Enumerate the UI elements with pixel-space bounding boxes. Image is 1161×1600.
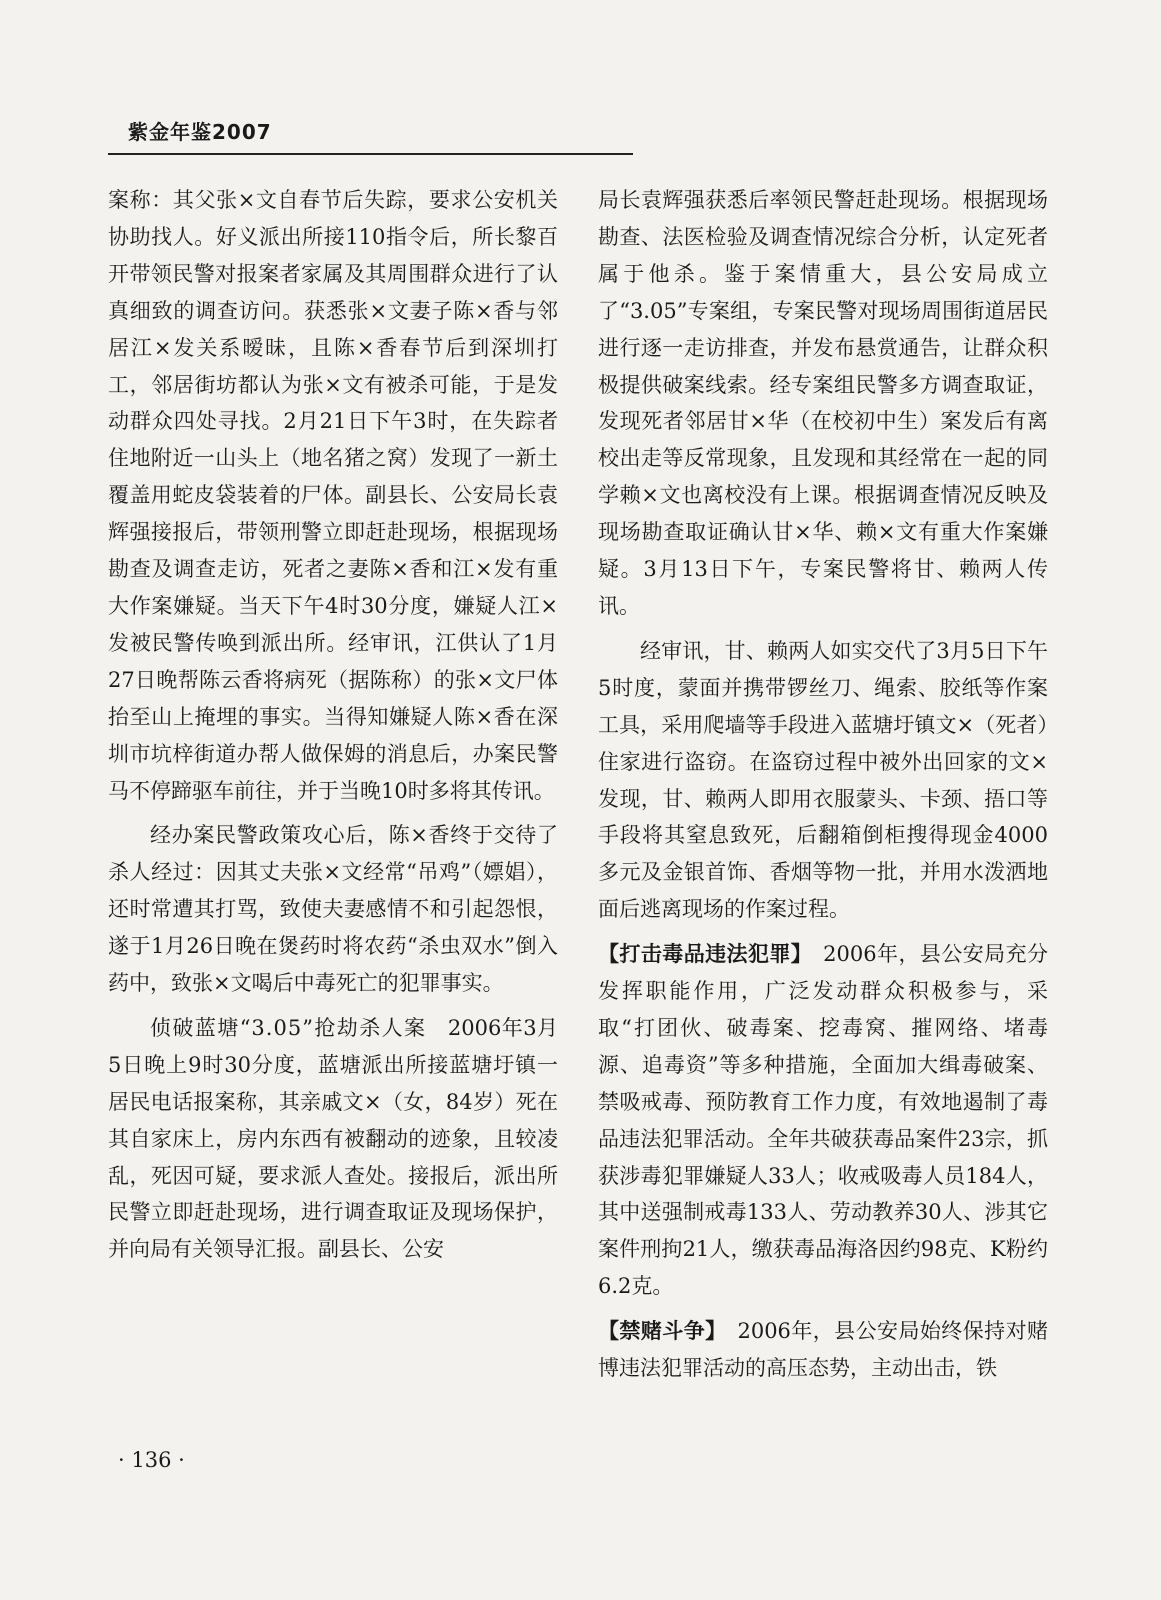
section-body-anti-drug: 2006年，县公安局充分发挥职能作用，广泛发动群众积极参与，采取“打团伙、破毒案、挖毒窝、摧网络、堵毒源、追毒资”等多种措施，全面加大缉毒破案、禁吸戒毒、预防教育工作力度，有效地遏制了毒品违法犯罪活动。全年共破获毒品案件23宗，抓获涉毒犯罪嫌疑人33人；收戒吸毒人员184人，其中送强制戒毒133人、劳动教养30人、涉其它案件刑拘21人，缴获毒品海洛因约98克、K粉约6.2克。: [598, 942, 1048, 1299]
section-heading-anti-gambling: 【禁赌斗争】: [598, 1319, 717, 1344]
section-anti-gambling: [598, 1313, 1048, 1387]
page-number: · 136 ·: [118, 1448, 185, 1472]
case-title: 侦破蓝塘“3.05”抢劫杀人案: [150, 1015, 427, 1040]
section-body-anti-gambling: 2006年，县公安局始终保持对赌博违法犯罪活动的高压态势，主动出击，铁: [598, 1319, 1048, 1381]
paragraph-interrogation: 经审讯，甘、赖两人如实交代了3月5日下午5时度，蒙面并携带锣丝刀、绳索、胶纸等作案工具，采用爬墙等手段进入蓝塘圩镇文×（死者）住家进行盗窃。在盗窃过程中被外出回家的文×发现，甘、赖两人即用衣服蒙头、卡颈、捂口等手段将其窒息致死，后翻箱倒柜搜得现金4000多元及金银首饰、香烟等物一批，并用水泼洒地面后逃离现场的作案过程。: [598, 638, 1048, 922]
section-anti-drug: [598, 936, 1048, 1305]
running-head-title: 紫金年鉴2007: [128, 120, 272, 144]
paragraph-confession: 经办案民警政策攻心后，陈×香终于交待了杀人经过：因其丈夫张×文经常“吊鸡”（嫖娼），还时常遭其打骂，致使夫妻感情不和引起怨恨，遂于1月26日晚在煲药时将农药“杀虫双水”倒入药中，致张×文喝后中毒死亡的犯罪事实。: [108, 823, 558, 996]
paragraph-case-continued: 案称：其父张×文自春节后失踪，要求公安机关协助找人。好义派出所接110指令后，所长黎百开带领民警对报案者家属及其周围群众进行了认真细致的调查访问。获悉张×文妻子陈×香与邻居江×发关系暧昧，且陈×香春节后到深圳打工，邻居街坊都认为张×文有被杀可能，于是发动群众四处寻找。2月21日下午3时，在失踪者住地附近一山头上（地名猪之窝）发现了一新土覆盖用蛇皮袋装着的尸体。副县长、公安局长袁辉强接报后，带领刑警立即赶赴现场，根据现场勘查及调查走访，死者之妻陈×香和江×发有重大作案嫌疑。当天下午4时30分度，嫌疑人江×发被民警传唤到派出所。经审讯，江供认了1月27日晚帮陈云香将病死（据陈称）的张×文尸体抬至山上掩埋的事实。当得知嫌疑人陈×香在深圳市坑梓街道办帮人做保姆的消息后，办案民警马不停蹄驱车前往，并于当晚10时多将其传讯。: [108, 188, 558, 803]
right-column: [598, 182, 1048, 1395]
section-heading-anti-drug: 【打击毒品违法犯罪】: [598, 942, 802, 967]
case-body: 2006年3月5日晚上9时30分度，蓝塘派出所接蓝塘圩镇一居民电话报案称，其亲戚文×（女，84岁）死在其自家床上，房内东西有被翻动的迹象，且较凌乱，死因可疑，要求派人查处。接报后，派出所民警立即赶赴现场，进行调查取证及现场保护，并向局有关领导汇报。副县长、公安: [108, 1015, 558, 1262]
paragraph-lantang-case: [108, 1010, 558, 1268]
paragraph-investigation: 局长袁辉强获悉后率领民警赶赴现场。根据现场勘查、法医检验及调查情况综合分析，认定死者属于他杀。鉴于案情重大，县公安局成立了“3.05”专案组，专案民警对现场周围街道居民进行逐一走访排查，并发布悬赏通告，让群众积极提供破案线索。经专案组民警多方调查取证，发现死者邻居甘×华（在校初中生）案发后有离校出走等反常现象，且发现和其经常在一起的同学赖×文也离校没有上课。根据调查情况反映及现场勘查取证确认甘×华、赖×文有重大作案嫌疑。3月13日下午，专案民警将甘、赖两人传讯。: [598, 188, 1048, 618]
header-rule: [108, 153, 633, 155]
left-column: [108, 182, 558, 1276]
